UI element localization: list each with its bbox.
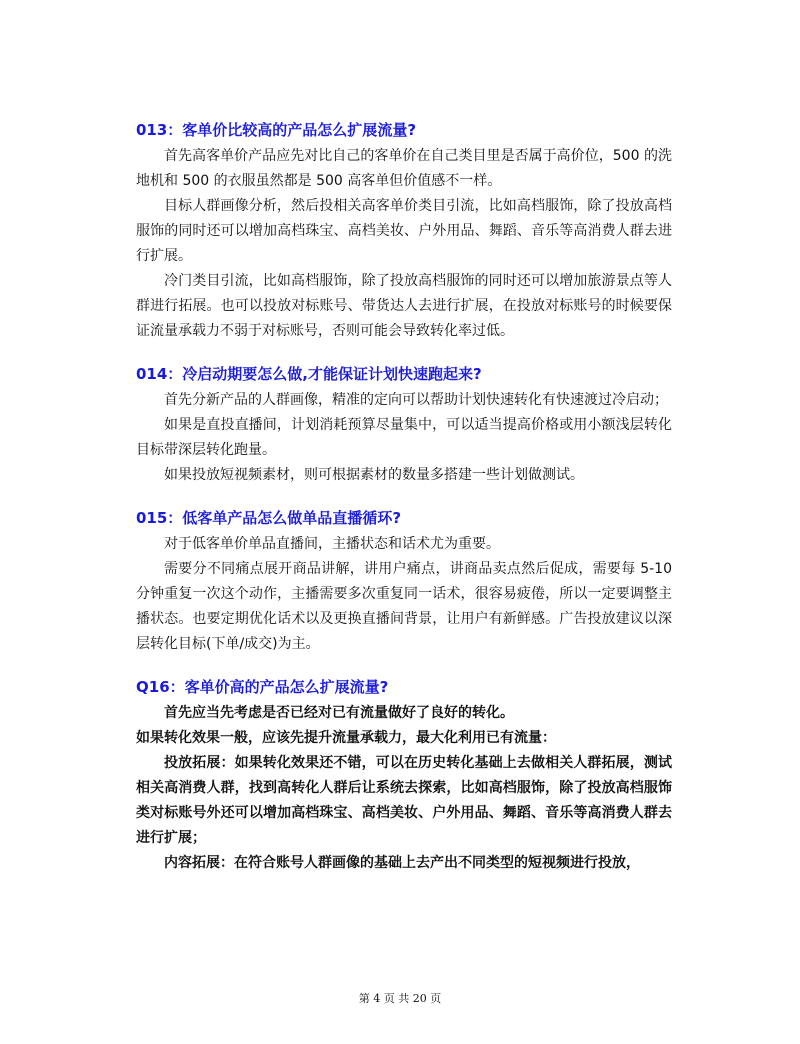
paragraph: 如果投放短视频素材，则可根据素材的数量多搭建一些计划做测试。 [164, 467, 584, 483]
page-footer: 第 4 页 共 20 页 [358, 992, 442, 1005]
question-title: 014：冷启动期要怎么做,才能保证计划快速跑起来? [136, 365, 482, 383]
paragraph: 内容拓展：在符合账号人群画像的基础上去产出不同类型的短视频进行投放， [164, 855, 640, 871]
paragraph: 投放拓展：如果转化效果还不错，可以在历史转化基础上去做相关人群拓展，测试相关高消费人群，找到高转化人群后让系统去探索，比如高档服饰，除了投放高档服饰类对标账号外还可以增加高档珠宝、高档美妆、户外用品、舞蹈、音乐等高消费人群去进行扩展； [136, 755, 672, 846]
question-title: 013：客单价比较高的产品怎么扩展流量? [136, 121, 417, 139]
paragraph: 首先分新产品的人群画像，精准的定向可以帮助计划快速转化有快速渡过冷启动； [164, 392, 668, 408]
paragraph: 目标人群画像分析，然后投相关高客单价类目引流，比如高档服饰，除了投放高档服饰的同时还可以增加高档珠宝、高档美妆、户外用品、舞蹈、音乐等高消费人群去进行扩展。 [136, 198, 672, 264]
question-title: Q16：客单价高的产品怎么扩展流量? [136, 678, 389, 696]
paragraph: 首先应当先考虑是否已经对已有流量做好了良好的转化。 [164, 705, 514, 721]
paragraph: 首先高客单价产品应先对比自己的客单价在自己类目里是否属于高价位，500 的洗地机和 500 的衣服虽然都是 500 高客单但价值感不一样。 [136, 148, 672, 189]
paragraph: 需要分不同痛点展开商品讲解，讲用户痛点，讲商品卖点然后促成，需要每 5-10 分钟重复一次这个动作，主播需要多次重复同一话术，很容易疲倦，所以一定要调整主播状态。也要定期优化话术以及更换直播间背景，让用户有新鲜感。广告投放建议以深层转化目标(下单/成交)为主。 [136, 561, 672, 652]
paragraph: 如果是直投直播间，计划消耗预算尽量集中，可以适当提高价格或用小额浅层转化目标带深层转化跑量。 [136, 417, 672, 458]
paragraph: 如果转化效果一般，应该先提升流量承载力，最大化利用已有流量： [136, 730, 556, 746]
section-013 [136, 120, 672, 344]
question-title: 015：低客单产品怎么做单品直播循环? [136, 509, 402, 527]
paragraph: 冷门类目引流，比如高档服饰，除了投放高档服饰的同时还可以增加旅游景点等人群进行拓展。也可以投放对标账号、带货达人去进行扩展，在投放对标账号的时候要保证流量承载力不弱于对标账号，否则可能会导致转化率过低。 [136, 273, 672, 339]
section-q16 [136, 677, 672, 876]
paragraph: 对于低客单价单品直播间，主播状态和话术尤为重要。 [164, 536, 500, 552]
section-014 [136, 364, 672, 488]
document-body [136, 120, 672, 896]
section-015 [136, 508, 672, 657]
